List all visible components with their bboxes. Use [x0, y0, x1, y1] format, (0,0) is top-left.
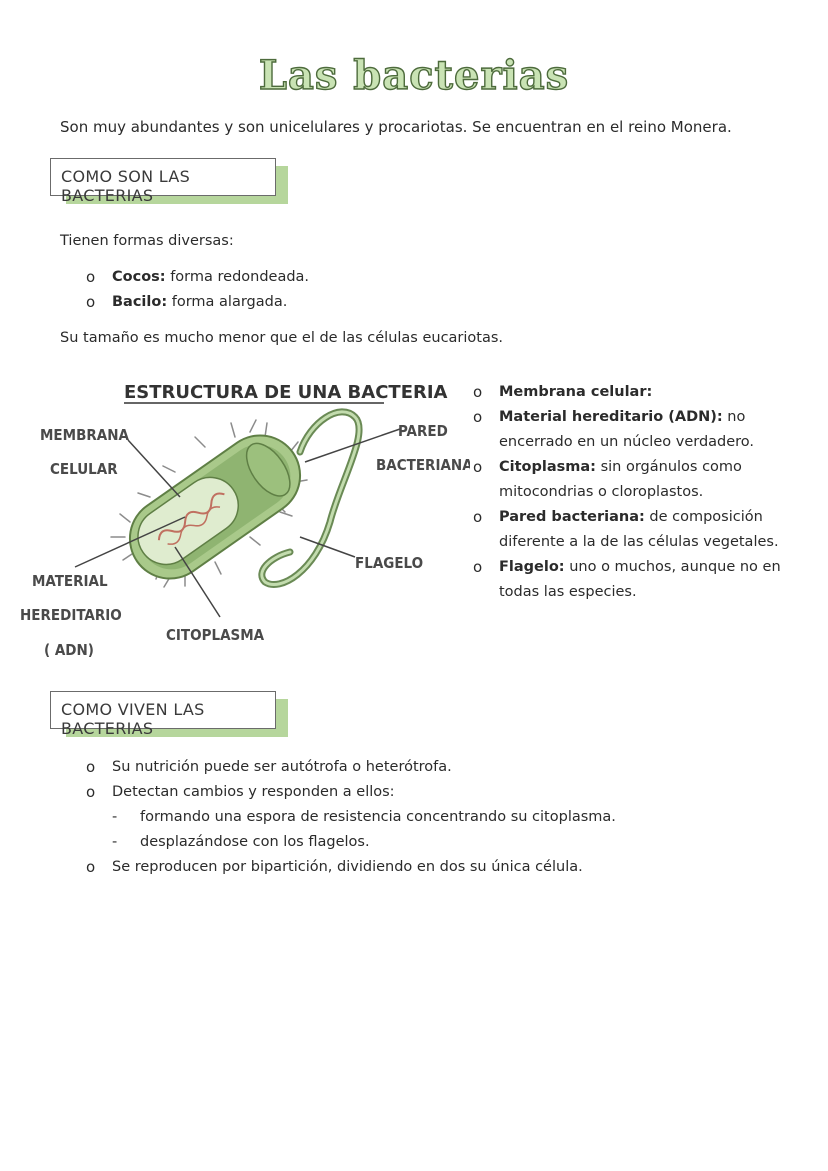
section-heading-como-son	[50, 158, 276, 205]
detect-text: Detectan cambios y responden a ellos:	[112, 784, 395, 800]
label-membrana: MEMBRANA	[40, 426, 129, 444]
label-bacteriana: BACTERIANA	[376, 456, 470, 474]
list-item	[473, 555, 803, 605]
bullet-icon: o	[473, 408, 483, 426]
label-hereditario: HEREDITARIO	[20, 606, 122, 624]
part-term: Citoplasma:	[499, 459, 596, 475]
bullet-icon: o	[86, 858, 96, 876]
part-term: Material hereditario (ADN):	[499, 409, 723, 425]
form-term: Bacilo:	[112, 294, 168, 310]
bullet-icon: o	[473, 383, 483, 401]
bullet-icon: o	[86, 293, 96, 311]
list-item	[86, 855, 686, 880]
forms-intro: Tienen formas diversas:	[60, 233, 234, 249]
part-desc: de composición diferente a la de las células vegetales.	[499, 509, 779, 550]
bullet-icon: o	[86, 783, 96, 801]
life-list	[86, 755, 686, 880]
list-item	[86, 780, 686, 855]
dash-icon: -	[112, 809, 118, 825]
form-term: Cocos:	[112, 269, 166, 285]
forms-list	[86, 265, 586, 315]
part-term: Flagelo:	[499, 559, 565, 575]
diagram-title: ESTRUCTURA DE UNA BACTERIA	[124, 382, 448, 403]
form-desc: forma redondeada.	[165, 269, 310, 285]
label-celular: CELULAR	[50, 460, 118, 478]
list-item	[473, 505, 803, 555]
bacteria-diagram	[10, 372, 470, 672]
bullet-icon: o	[473, 558, 483, 576]
label-material: MATERIAL	[32, 572, 108, 590]
label-citoplasma: CITOPLASMA	[166, 626, 265, 644]
bacteria-diagram-svg	[10, 372, 470, 672]
list-item	[473, 405, 803, 455]
cell-body	[114, 420, 316, 595]
part-term: Pared bacteriana:	[499, 509, 645, 525]
repro-text: Se reproducen por bipartición, dividiendo en dos su única célula.	[112, 859, 583, 875]
label-flagelo: FLAGELO	[355, 554, 424, 572]
section-heading-label: COMO VIVEN LAS BACTERIAS	[50, 691, 276, 729]
sub-text: desplazándose con los flagelos.	[140, 834, 370, 850]
intro-text: Son muy abundantes y son unicelulares y procariotas. Se encuentran en el reino Monera.	[60, 118, 732, 136]
part-desc: no encerrado en un núcleo verdadero.	[499, 409, 755, 450]
part-term: Membrana celular:	[499, 384, 653, 400]
sub-list-item	[112, 805, 686, 830]
list-item	[86, 755, 686, 780]
list-item	[473, 380, 803, 405]
bullet-icon: o	[473, 508, 483, 526]
section-heading-label: COMO SON LAS BACTERIAS	[50, 158, 276, 196]
list-item	[86, 265, 586, 290]
list-item	[86, 290, 586, 315]
nutrition-text: Su nutrición puede ser autótrofa o heterótrofa.	[112, 759, 452, 775]
bullet-icon: o	[86, 268, 96, 286]
page-title: Las bacterias	[258, 52, 570, 99]
part-desc: sin orgánulos como mitocondrias o cloroplastos.	[499, 459, 742, 500]
section-heading-como-viven	[50, 691, 276, 738]
sub-text: formando una espora de resistencia concentrando su citoplasma.	[140, 809, 616, 825]
label-pared: PARED	[398, 422, 448, 440]
bullet-icon: o	[473, 458, 483, 476]
form-desc: forma alargada.	[167, 294, 288, 310]
bullet-icon: o	[86, 758, 96, 776]
sub-list-item	[112, 830, 686, 855]
size-text: Su tamaño es mucho menor que el de las células eucariotas.	[60, 330, 504, 346]
sub-list	[112, 805, 686, 855]
dash-icon: -	[112, 834, 118, 850]
label-adn: ( ADN)	[44, 641, 94, 659]
part-desc: uno o muchos, aunque no en todas las especies.	[499, 559, 781, 600]
parts-list	[473, 380, 803, 605]
list-item	[473, 455, 803, 505]
